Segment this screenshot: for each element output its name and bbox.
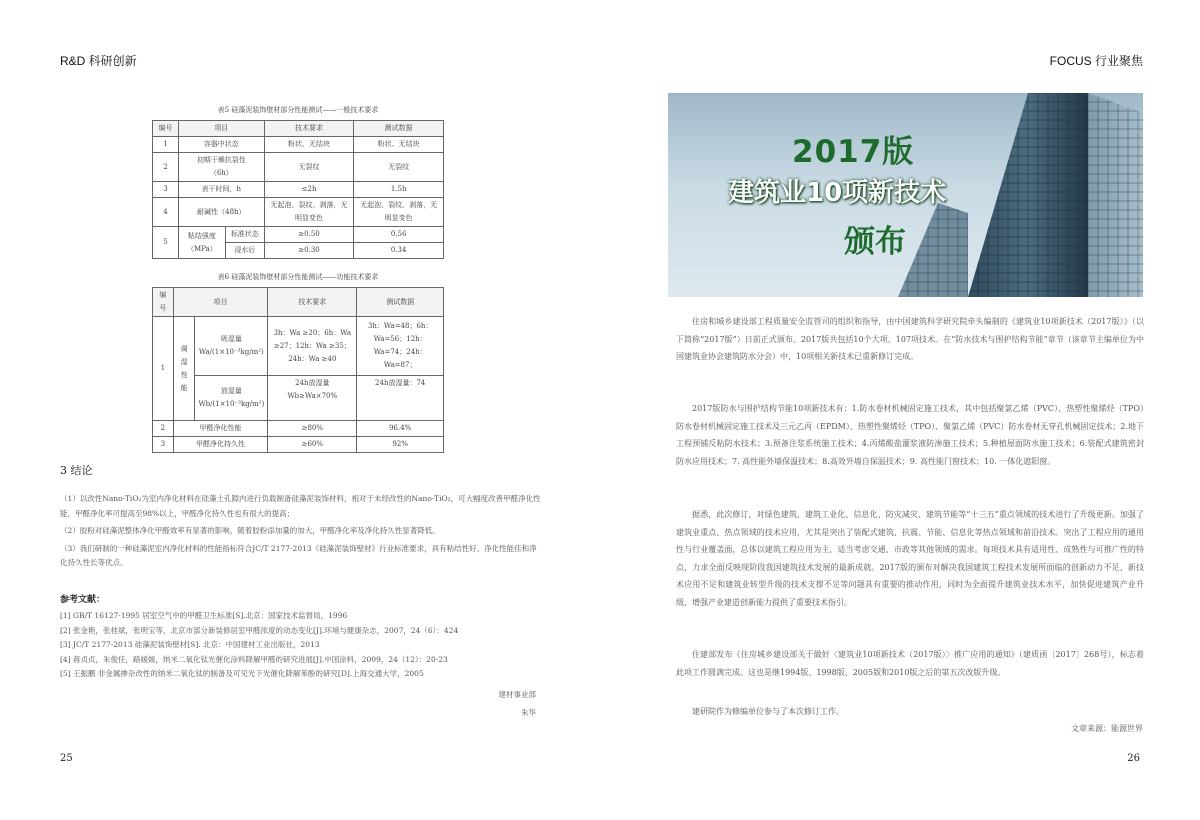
header-section-right: FOCUS 行业聚焦 <box>1049 54 1143 68</box>
table-cell: 24h放湿量：74 <box>357 376 444 421</box>
author-department: 建材事业部 <box>498 690 536 699</box>
table-row <box>153 182 444 198</box>
author-name: 朱华 <box>521 708 536 717</box>
table-cell: 浸水后 <box>234 246 256 254</box>
table-cell: 无起泡、裂纹、剥落，无明显变色 <box>264 198 354 227</box>
table-header-cell: 项目 <box>178 121 264 137</box>
table-cell: 甲醛净化持久性 <box>173 437 267 453</box>
table-cell: ≥60% <box>268 437 357 453</box>
reference-item: [4] 蒋贞贞，朱俊任，路媛媛，纳米二氧化钛光催化涂料降解甲醛的研究进展[J].中国涂料，2009，24（12）：20-23 <box>60 654 448 664</box>
subtable <box>179 227 264 258</box>
article-paragraph <box>676 506 1144 611</box>
table-row <box>153 227 444 243</box>
table-cell: ≥0.30 <box>264 243 354 259</box>
table-cell: ≥0.50 <box>264 227 354 243</box>
table-cell: 粘结强度（MPa） <box>179 227 226 258</box>
article-source: 文章来源：能源世界 <box>1071 724 1143 733</box>
table-header-cell: 测试数据 <box>354 121 444 137</box>
table-cell: 初期干燥抗裂性 （6h） <box>178 153 264 182</box>
table-cell: 标准状态 <box>225 227 263 243</box>
table-cell: 5 <box>153 227 179 259</box>
table-header-cell: 测试数据 <box>357 288 444 317</box>
table-cell: 92% <box>357 437 444 453</box>
conclusion-heading: 3 结论 <box>60 464 93 477</box>
reference-item: [1] GB/T 16127-1995 居室空气中的甲醛卫生标准[S].北京：国家技术监督局，1996 <box>60 611 348 620</box>
reference-item: [5] 王振鹏 非金属掺杂改性的纳米二氧化钛的制备及可见光下光催化降解苯酚的研究[D].上海交通大学，2005 <box>60 669 424 678</box>
table-cell: 放湿量Wb/(1×10⁻³kg/m²) <box>195 376 268 421</box>
table-header-cell: 技术要求 <box>264 121 354 137</box>
references-list <box>60 609 544 682</box>
table-cell: 4 <box>153 198 179 227</box>
table-cell: 0.56 <box>354 227 444 243</box>
table-cell: 1.5h <box>354 182 444 198</box>
table6 <box>152 287 444 453</box>
conclusion-paragraph: （1）以改性Nano-TiO₂为室内净化材料在硅藻土孔隙内进行负载制备硅藻泥装饰材料，相对于未经改性的Nano-TiO₂，可大幅度改善甲醛净化性能，甲醛净化率可提高至98%以上，甲醛净化持久性也有很大的提高； <box>60 494 541 518</box>
table-cell: 甲醛净化性能 <box>173 421 267 437</box>
table-cell: 1 <box>153 317 174 421</box>
table-cell: 3 <box>153 182 179 198</box>
paragraph-text: 住房和城乡建设部工程质量安全监管司的组织和指导，由中国建筑科学研究院牵头编制的《建筑业10项新技术（2017版）》（以下简称“2017版”）日前正式颁布。2017版共包括10个大项、107项技术。在“防水技术与围护结构节能”章节（该章节主编单位为中国建筑业协会建筑防水分会）中，10项相关新技术已重新修订完成。 <box>676 317 1144 361</box>
article-paragraph <box>676 400 1144 470</box>
table-row <box>153 198 444 227</box>
table-cell: ≤2h <box>264 182 354 198</box>
table5 <box>152 120 444 259</box>
table-cell: 调湿性能 <box>173 317 195 421</box>
table-row <box>153 437 444 453</box>
table6-caption: 表6 硅藻泥装饰壁材部分性能测试——功能技术要求 <box>217 273 379 281</box>
table-header-cell: 项目 <box>173 288 267 317</box>
table-header-cell: 技术要求 <box>268 288 357 317</box>
table-cell: 24h放湿量 Wb≥Wa×70% <box>268 376 357 421</box>
table-cell: 吸湿量Wa/(1×10⁻³kg/m²) <box>195 317 268 376</box>
table-header-row <box>153 121 444 137</box>
table-cell: 表干时间，h <box>178 182 264 198</box>
table-cell: 粉状、无结块 <box>354 137 444 153</box>
table-cell: 无起泡、裂纹、剥落，无明显变色 <box>354 198 444 227</box>
table-cell: 3h：Wa ≥20；6h：Wa ≥27；12h：Wa ≥35；24h：Wa ≥40 <box>268 317 357 376</box>
table-cell: ≥80% <box>268 421 357 437</box>
paragraph-text: 建研院作为修编单位参与了本次修订工作。 <box>692 707 844 716</box>
conclusion-paragraph: （2）胶粉对硅藻泥整体净化甲醛效率有显著的影响，随着胶粉添加量的加大，甲醛净化率及净化持久性显著降低。 <box>60 526 440 535</box>
table-row <box>153 421 444 437</box>
table-header-row <box>153 288 444 317</box>
references-heading: 参考文献： <box>60 595 106 605</box>
table-cell: 无裂纹 <box>354 153 444 182</box>
table-cell: 2 <box>153 153 179 182</box>
conclusion-paragraph: （3）我们研制的一种硅藻泥室内净化材料的性能指标符合JC/T 2177-2013《硅藻泥装饰壁材》行业标准要求，具有粘结性好、净化性能佳和净化持久性长等优点。 <box>60 543 537 567</box>
table-cell: 1 <box>153 137 179 153</box>
article-paragraph <box>676 703 1144 721</box>
table-row <box>153 137 444 153</box>
article-paragraph <box>676 313 1144 366</box>
conclusion-body <box>60 492 544 574</box>
table5-caption: 表5 硅藻泥装饰壁材部分性能测试——一般技术要求 <box>217 106 379 114</box>
table-cell: 3h：Wa=48；6h：Wa=56；12h：Wa=74；24h：Wa=87； <box>357 317 444 376</box>
reference-item: [2] 张金艳，张桂斌，张明宝等，北京市部分新装修居室甲醛浓度的动态变化[J].环境与健康杂志，2007，24（6）：424 <box>60 625 459 635</box>
table-cell: 3 <box>153 437 174 453</box>
paragraph-text: 住建部发布《住房城乡建设部关于做好〈建筑业10项新技术（2017版）〉推广应用的通知》（建质函〔2017〕268号），标志着此项工作圆满完成。这也是继1994版、1998版、2005版和2010版之后的第五次改版升级。 <box>676 650 1144 677</box>
table-cell: 容器中状态 <box>178 137 264 153</box>
paragraph-text: 2017版防水与围护结构节能10项新技术有：1.防水卷材机械固定施工技术，其中包括聚氯乙烯（PVC）、热塑性聚烯烃（TPO）防水卷材机械固定施工技术及三元乙丙（EPDM）、热塑性聚烯烃（TPO）、聚氯乙烯（PVC）防水卷材无穿孔机械固定技术；2.地下工程预铺反粘防水技术；3.预备注浆系统施工技术；4.丙烯酸盐灌浆液防渗施工技术；5.种植屋面防水施工技术；6.装配式建筑密封防水应用技术；7. 高性能外墙保温技术；8.高效外墙自保温技术；9. 高性能门窗技术；10. 一体化遮阳窗。 <box>676 404 1145 466</box>
header-section-left: R&D 科研创新 <box>60 54 137 68</box>
hero-title-line3: 颁布 <box>844 224 906 260</box>
table-row <box>153 317 444 376</box>
reference-item: [3] JC/T 2177-2013 硅藻泥装饰壁材[S]. 北京：中国建材工业出版社，2013 <box>60 640 320 649</box>
page-number-left: 25 <box>60 753 73 764</box>
table-cell: 无裂纹 <box>264 153 354 182</box>
table-header-cell: 编号 <box>153 288 174 317</box>
paragraph-text: 据悉，此次修订，对绿色建筑、建筑工业化、信息化、防灾减灾、建筑节能等“十三五”重点领域的技术进行了升级更新。加强了建筑业重点、热点领域的技术应用，尤其是突出了装配式建筑、抗震、节能、信息化等热点领域和前沿技术。突出了工程应用的通用性与行业覆盖面，总体以建筑工程应用为主，适当考虑交通、市政等其他领域的需求。每项技术具有适用性、成熟性与可推广性的特点，力求全面反映现阶段我国建筑技术发展的最新成就。2017版的颁布对解决我国建筑工程技术发展所面临的创新动力不足、新技术应用不足和建筑业转型升级的技术支撑不足等问题具有重要的推动作用，同时为全面提升建筑业技术水平，加快促进建筑产业升级，增强产业建造创新能力提供了重要技术指引。 <box>676 510 1144 607</box>
hero-title-line1: 2017版 <box>792 134 915 170</box>
table-cell: 96.4% <box>357 421 444 437</box>
table-cell: 粉状、无结块 <box>264 137 354 153</box>
article-paragraph <box>676 646 1144 681</box>
table-row <box>153 376 444 421</box>
table-header-cell: 编号 <box>153 121 179 137</box>
page-number-right: 26 <box>1127 753 1140 764</box>
table-cell-group <box>178 227 264 259</box>
table-row <box>153 153 444 182</box>
table-cell: 2 <box>153 421 174 437</box>
table-cell: 耐碱性（48h） <box>178 198 264 227</box>
table-cell: 0.34 <box>354 243 444 259</box>
hero-title-line2: 建筑业10项新技术 <box>728 178 947 208</box>
